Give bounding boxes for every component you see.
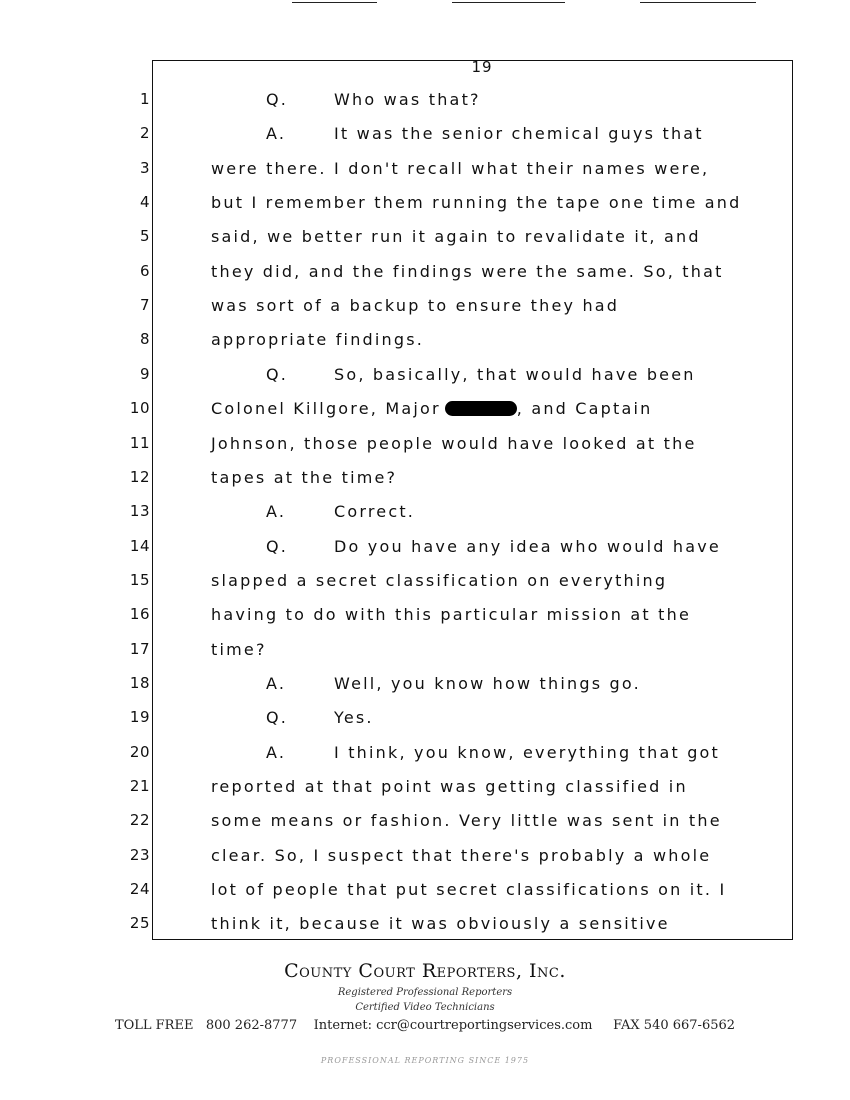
transcript-text: having to do with this particular mission at the	[211, 605, 692, 625]
transcript-text: was sort of a backup to ensure they had	[211, 296, 620, 316]
line-number: 18	[129, 673, 150, 692]
line-number: 23	[129, 845, 150, 864]
line-number: 25	[129, 914, 150, 933]
line-number: 10	[129, 399, 150, 418]
line-number: 19	[129, 708, 150, 727]
line-number: 4	[139, 193, 150, 212]
header-rule-center	[452, 2, 565, 3]
transcript-text: Who was that?	[334, 90, 481, 109]
transcript-frame	[152, 60, 793, 940]
transcript-line	[211, 399, 653, 418]
transcript-text: some means or fashion. Very little was sent in the	[211, 811, 722, 831]
transcript-text: think it, because it was obviously a sensitive	[211, 914, 670, 934]
reporting-since: PROFESSIONAL REPORTING SINCE 1975	[320, 1056, 530, 1065]
line-number: 1	[139, 90, 150, 108]
transcript-line	[211, 296, 619, 315]
line-number: 2	[139, 124, 150, 143]
transcript-text: Do you have any idea who would have	[334, 536, 721, 556]
transcript-text: Johnson, those people would have looked at the	[211, 433, 697, 453]
transcript-text: time?	[211, 639, 267, 659]
transcript-text: lot of people that put secret classifications on it. I	[211, 880, 727, 900]
transcript-line	[211, 880, 726, 899]
transcript-line	[211, 605, 691, 624]
transcript-text: tapes at the time?	[211, 467, 398, 487]
company-tagline-2: Certified Video Technicians	[355, 1002, 495, 1013]
transcript-text: were there. I don't recall what their names were,	[211, 158, 710, 178]
line-number: 12	[129, 467, 150, 486]
speaker-label: Q.	[266, 708, 289, 728]
transcript-line	[211, 811, 722, 830]
fax-label: FAX	[613, 1018, 640, 1033]
line-number: 7	[139, 296, 150, 315]
header-rule-left	[292, 2, 377, 3]
page-number: 19	[471, 58, 493, 76]
transcript-text: appropriate findings.	[211, 330, 425, 350]
transcript-line	[211, 159, 709, 178]
transcript-line	[211, 193, 741, 212]
transcript-text: Yes.	[334, 708, 374, 728]
transcript-line	[334, 674, 641, 693]
transcript-line	[211, 777, 688, 796]
transcript-line	[211, 468, 397, 487]
speaker-label: A.	[266, 742, 287, 762]
transcript-line	[211, 262, 724, 281]
line-number: 9	[139, 364, 150, 383]
transcript-line	[334, 537, 721, 556]
line-number: 16	[129, 605, 150, 624]
header-rule-right	[640, 2, 756, 3]
speaker-label: Q.	[266, 364, 289, 384]
transcript-text: Colonel Killgore, Major	[211, 399, 441, 419]
speaker-label: Q.	[266, 90, 289, 109]
speaker-label: A.	[266, 502, 287, 522]
speaker-label: A.	[266, 673, 287, 693]
transcript-text: Correct.	[334, 502, 416, 522]
company-name: County Court Reporters, Inc.	[284, 960, 566, 982]
transcript-text: I think, you know, everything that got	[334, 742, 721, 762]
transcript-line	[211, 434, 697, 453]
transcript-line	[334, 90, 481, 109]
line-number: 17	[129, 639, 150, 658]
transcript-text: slapped a secret classification on everything	[211, 570, 668, 590]
line-number: 20	[129, 742, 150, 761]
transcript-line	[211, 914, 670, 933]
transcript-text: It was the senior chemical guys that	[334, 124, 704, 144]
tollfree-label: TOLL FREE	[114, 1018, 194, 1033]
line-number: 11	[129, 433, 150, 452]
transcript-line	[211, 227, 701, 246]
line-number: 13	[129, 502, 150, 521]
transcript-line	[211, 571, 667, 590]
transcript-text: but I remember them running the tape one time and	[211, 193, 742, 213]
transcript-line	[334, 743, 720, 762]
line-number: 6	[139, 261, 150, 280]
transcript-text: said, we better run it again to revalidate it, and	[211, 227, 701, 247]
internet-label: Internet:	[313, 1018, 372, 1033]
speaker-label: Q.	[266, 536, 289, 556]
internet-email: ccr@courtreportingservices.com	[376, 1018, 593, 1033]
fax-number: 540 667-6562	[643, 1018, 736, 1033]
contact-line	[0, 1018, 850, 1033]
line-number: 24	[129, 880, 150, 899]
transcript-text: they did, and the findings were the same. So, that	[211, 261, 724, 281]
transcript-text: Well, you know how things go.	[334, 673, 641, 693]
line-number: 14	[129, 536, 150, 555]
transcript-text: So, basically, that would have been	[334, 364, 696, 384]
transcript-text: reported at that point was getting classified in	[211, 777, 688, 796]
line-number: 3	[139, 158, 150, 177]
transcript-line	[211, 846, 711, 865]
line-number: 21	[129, 777, 150, 795]
transcript-line	[334, 502, 415, 521]
transcript-line	[211, 330, 424, 349]
speaker-label: A.	[266, 124, 287, 144]
company-tagline-1: Registered Professional Reporters	[337, 987, 513, 998]
transcript-line	[334, 124, 704, 143]
transcript-text: clear. So, I suspect that there's probably a whole	[211, 845, 712, 865]
transcript-line	[334, 365, 696, 384]
transcript-line	[334, 708, 374, 727]
line-number: 8	[139, 330, 150, 349]
line-number: 15	[129, 570, 150, 589]
line-number: 22	[129, 811, 150, 830]
tollfree-number: 800 262-8777	[205, 1018, 298, 1033]
transcript-line	[211, 640, 267, 659]
redaction-mark	[445, 401, 517, 416]
line-number: 5	[139, 227, 150, 246]
transcript-text-after: , and Captain	[516, 399, 653, 419]
